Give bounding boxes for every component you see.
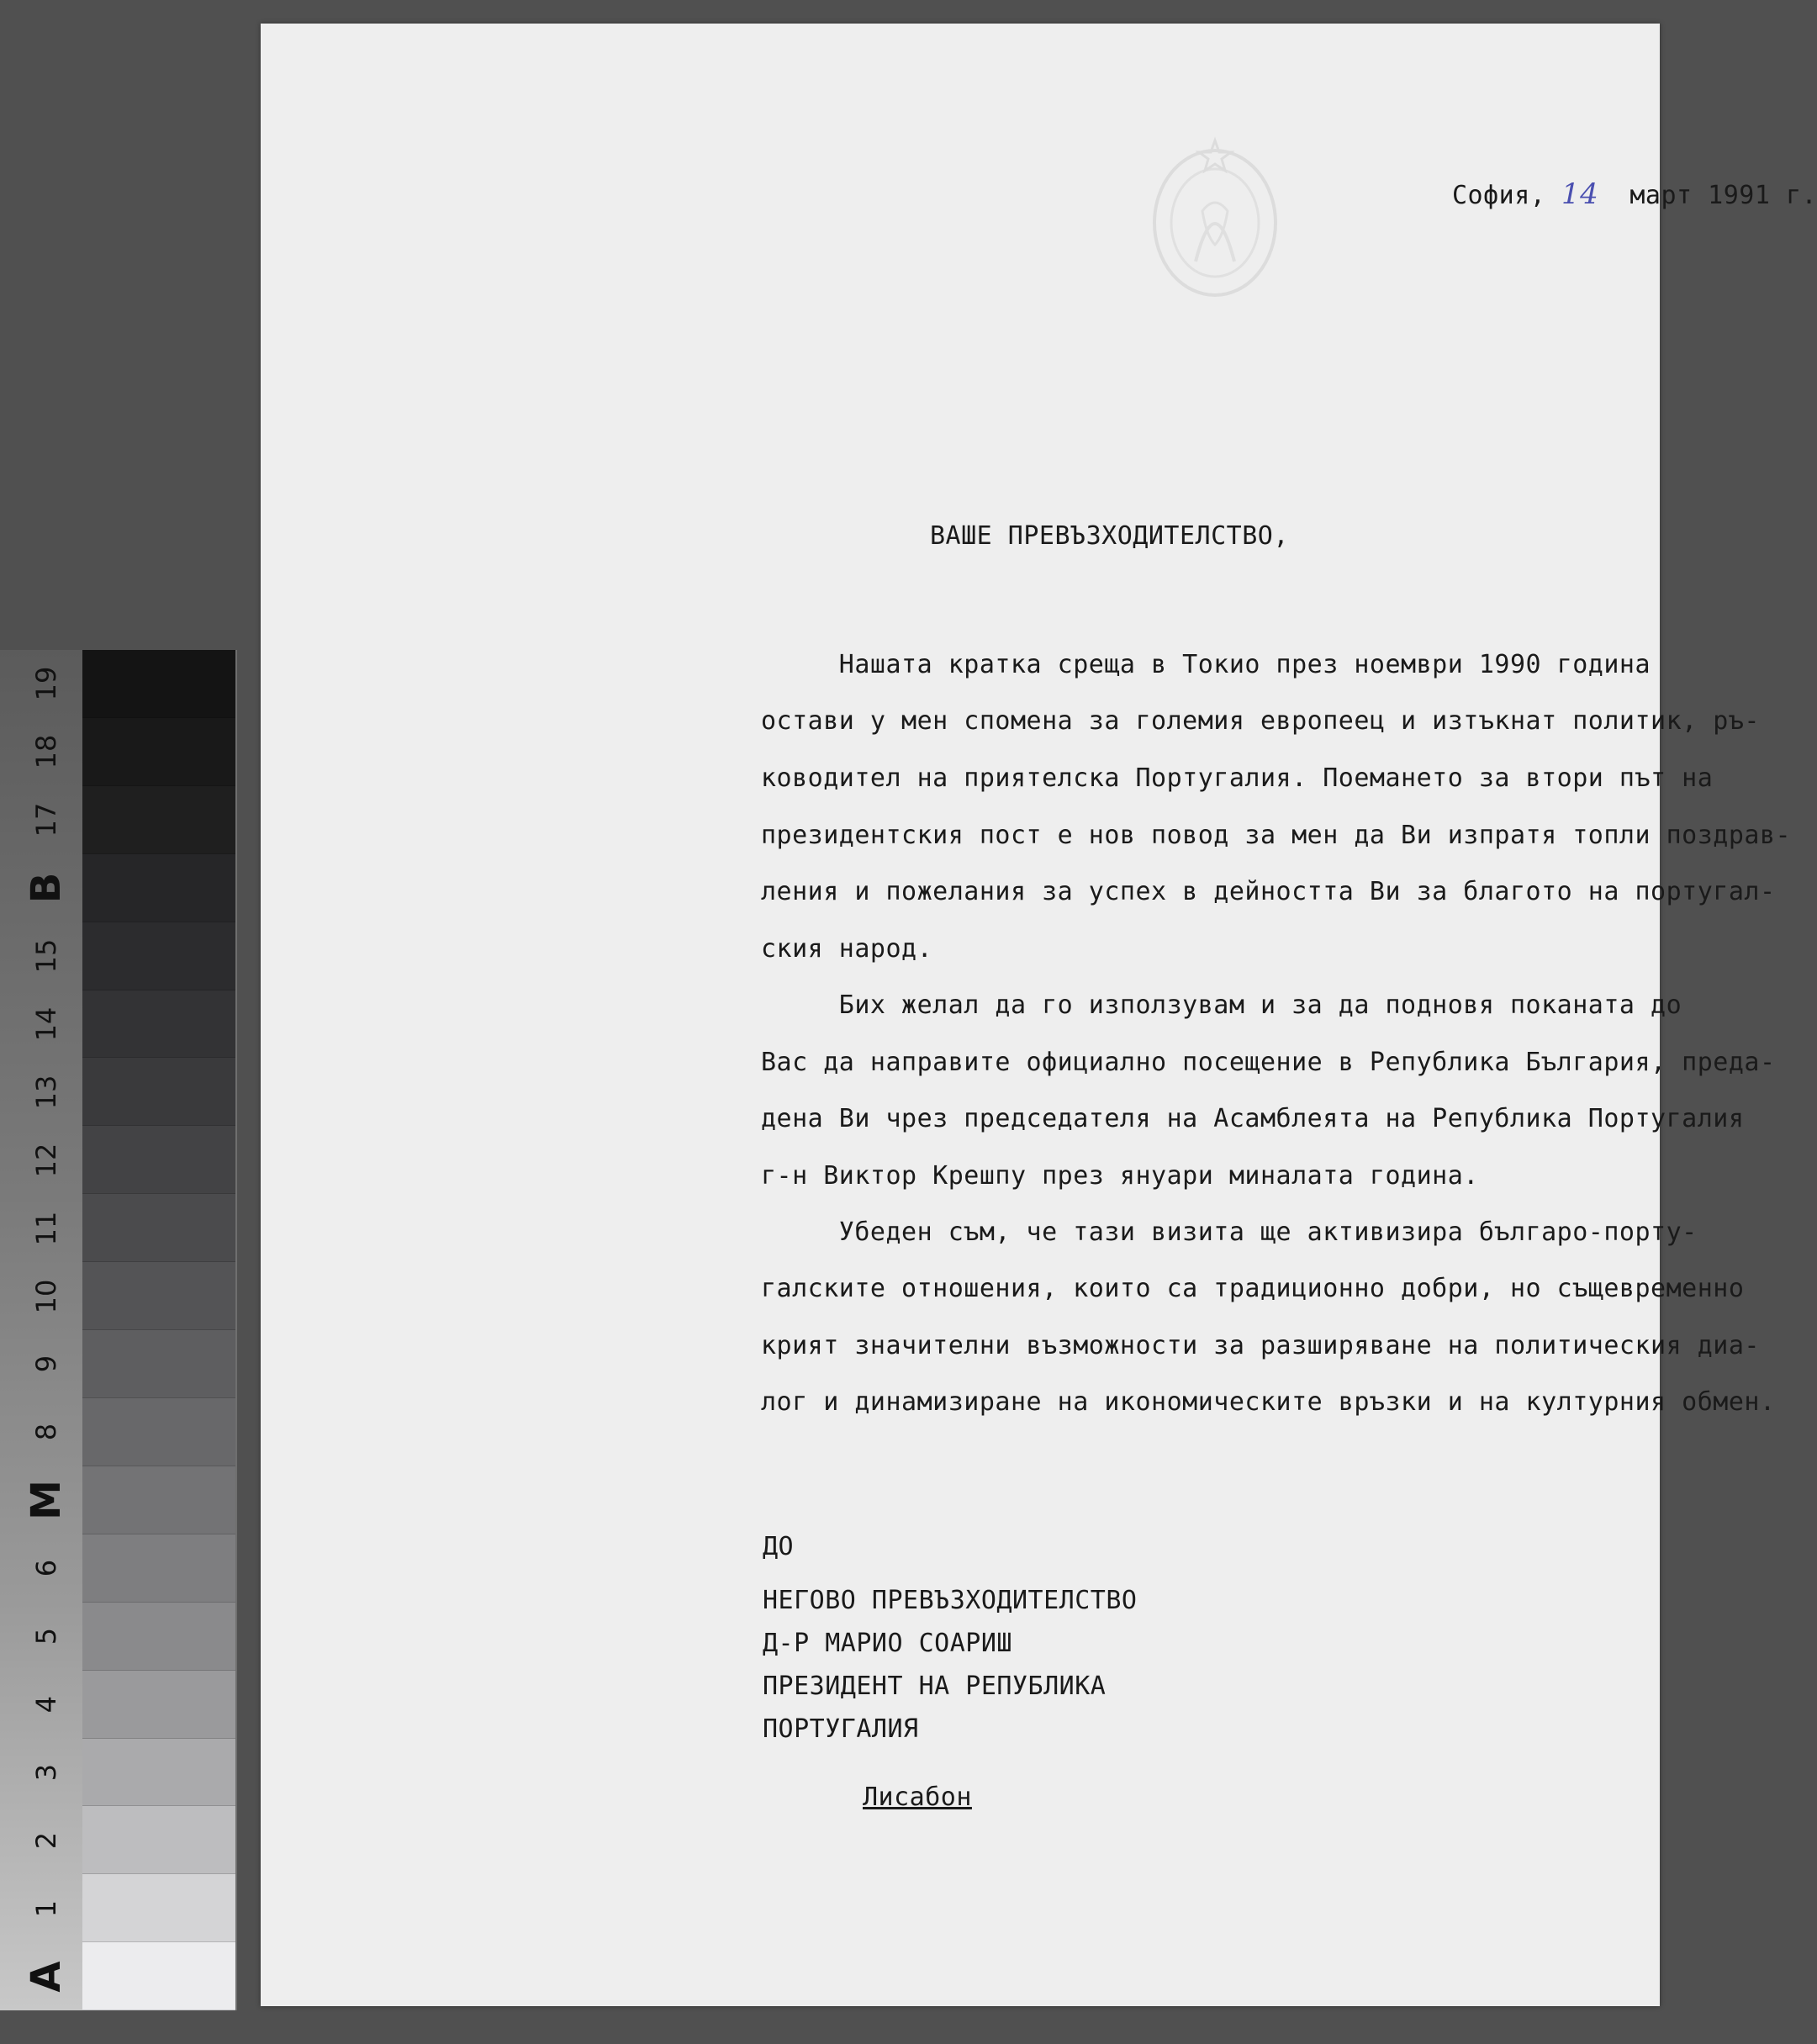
address-line: ПОРТУГАЛИЯ xyxy=(763,1714,919,1744)
checker-patch xyxy=(82,718,235,786)
date-place: София, xyxy=(1452,181,1546,210)
salutation: ВАШЕ ПРЕВЪЗХОДИТЕЛСТВО, xyxy=(930,521,1289,551)
checker-label: 6 xyxy=(30,1559,62,1577)
address-line: НЕГОВО ПРЕВЪЗХОДИТЕЛСТВО xyxy=(763,1586,1138,1615)
color-checker-strip xyxy=(0,650,237,2010)
checker-label: 12 xyxy=(30,1143,62,1178)
checker-patch xyxy=(82,1398,235,1466)
checker-label: 19 xyxy=(30,667,62,701)
checker-patch xyxy=(82,1739,235,1807)
body-line: ководител на приятелска Португалия. Поемането за втори път на xyxy=(761,763,1714,793)
checker-label: 18 xyxy=(30,734,62,769)
embossed-coat-of-arms-icon xyxy=(1144,135,1286,300)
address-line: ДО xyxy=(763,1532,795,1561)
checker-patch xyxy=(82,1603,235,1671)
checker-patch xyxy=(82,1806,235,1874)
checker-patches xyxy=(82,650,235,2010)
body-line: Бих желал да го използувам и за да подновя поканата до xyxy=(761,990,1682,1020)
checker-label: A xyxy=(23,1960,70,1993)
checker-label: M xyxy=(23,1480,70,1521)
checker-patch xyxy=(82,786,235,854)
checker-patch xyxy=(82,1330,235,1398)
checker-patch xyxy=(82,1194,235,1262)
checker-patch xyxy=(82,650,235,718)
checker-label: 15 xyxy=(30,938,62,974)
letter-sheet xyxy=(261,24,1817,2006)
address-line: ПРЕЗИДЕНТ НА РЕПУБЛИКА xyxy=(763,1672,1107,1701)
checker-patch xyxy=(82,1058,235,1126)
checker-label: 1 xyxy=(30,1899,62,1917)
checker-patch xyxy=(82,990,235,1059)
checker-label: 3 xyxy=(30,1763,62,1782)
checker-patch xyxy=(82,1466,235,1534)
checker-label: B xyxy=(23,872,70,904)
checker-patch xyxy=(82,854,235,922)
checker-patch xyxy=(82,1126,235,1194)
checker-label: 2 xyxy=(30,1831,62,1849)
checker-patch xyxy=(82,1534,235,1603)
body-line: Нашата кратка среща в Токио през ноември 1990 година xyxy=(761,650,1651,679)
body-line: Убеден съм, че тази визита ще активизира българо-порту- xyxy=(761,1217,1698,1247)
checker-label: 13 xyxy=(30,1075,62,1110)
date-day-handwritten: 14 xyxy=(1561,177,1599,211)
checker-label: 10 xyxy=(30,1279,62,1313)
body-line: дена Ви чрез председателя на Асамблеята на Република Португалия xyxy=(761,1104,1745,1133)
date-line xyxy=(1452,177,1817,211)
body-line: президентския пост е нов повод за мен да Ви изпратя топли поздрав- xyxy=(761,821,1792,850)
checker-patch xyxy=(82,1942,235,2010)
checker-label: 17 xyxy=(30,802,62,837)
address-line: Д-Р МАРИО СОАРИШ xyxy=(763,1629,1012,1658)
checker-patch xyxy=(82,922,235,990)
checker-label: 14 xyxy=(30,1006,62,1042)
checker-label: 9 xyxy=(30,1355,62,1373)
body-line: остави у мен спомена за големия европеец и изтъкнат политик, ръ- xyxy=(761,706,1760,736)
checker-patch xyxy=(82,1874,235,1942)
body-line: г-н Виктор Крешпу през януари миналата година. xyxy=(761,1161,1479,1191)
body-line: ления и пожелания за успех в дейността Ви за благото на португал- xyxy=(761,877,1776,906)
date-rest: март 1991 г. xyxy=(1629,181,1817,210)
checker-label: 8 xyxy=(30,1423,62,1441)
body-line: галските отношения, които са традиционно добри, но същевременно xyxy=(761,1274,1745,1303)
checker-label: 4 xyxy=(30,1695,62,1714)
city-name: Лисабон xyxy=(863,1783,972,1812)
checker-label: 11 xyxy=(30,1211,62,1245)
body-line: ския народ. xyxy=(761,934,933,964)
checker-patch xyxy=(82,1671,235,1739)
body-line: крият значителни възможности за разширяване на политическия диа- xyxy=(761,1331,1760,1360)
checker-label-column xyxy=(0,650,82,2010)
body-line: лог и динамизиране на икономическите връзки и на културния обмен. xyxy=(761,1387,1776,1417)
body-line: Вас да направите официално посещение в Република България, преда- xyxy=(761,1048,1776,1077)
checker-label: 5 xyxy=(30,1627,62,1645)
checker-patch xyxy=(82,1262,235,1330)
